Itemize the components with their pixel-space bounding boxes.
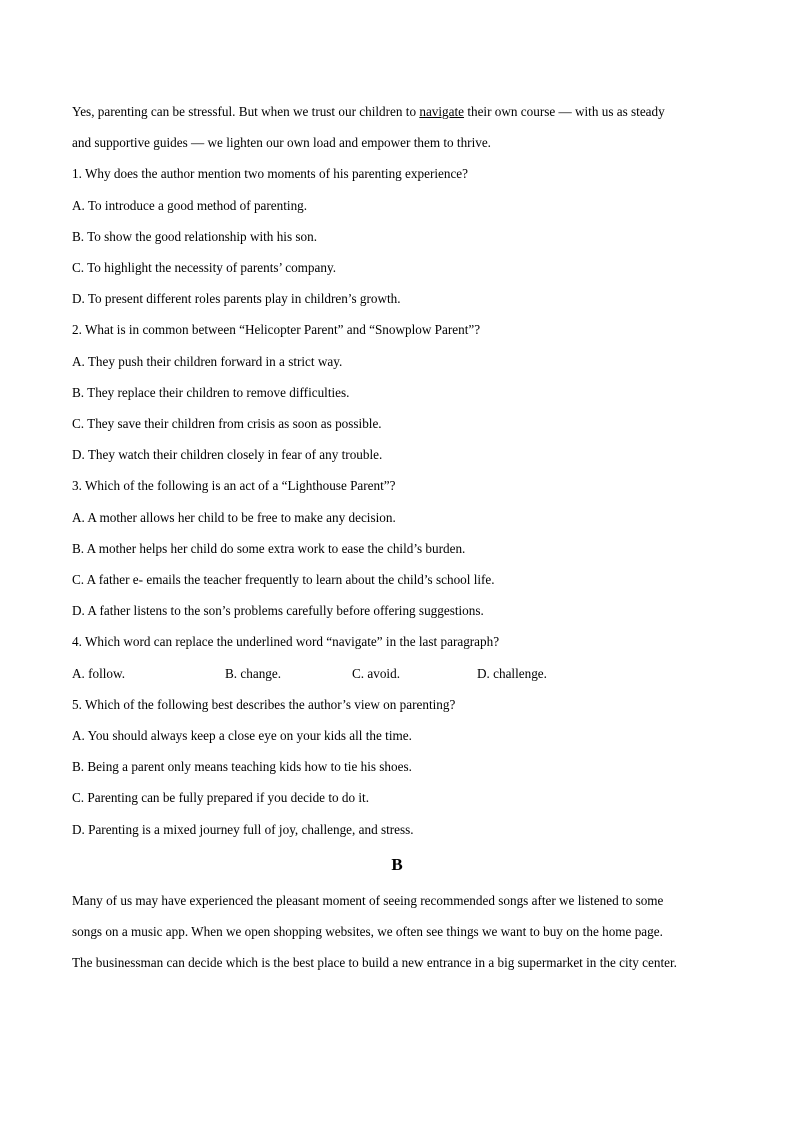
question-1-option-c: C. To highlight the necessity of parents’ company.	[72, 260, 336, 276]
question-5-option-d: D. Parenting is a mixed journey full of joy, challenge, and stress.	[72, 821, 414, 837]
intro-text: Yes, parenting can be stressful. But when we trust our children to	[72, 104, 420, 119]
question-4-stem: 4. Which word can replace the underlined word “navigate” in the last paragraph?	[72, 634, 500, 650]
question-2-option-a: A. They push their children forward in a strict way.	[72, 353, 343, 369]
question-1-stem: 1. Why does the author mention two moments of his parenting experience?	[72, 166, 469, 182]
question-5-stem: 5. Which of the following best describes the author’s view on parenting?	[72, 696, 456, 712]
question-4-option-c: C. avoid.	[352, 665, 400, 681]
document-page	[72, 96, 722, 978]
question-3-stem: 3. Which of the following is an act of a “Lighthouse Parent”?	[72, 478, 396, 494]
underlined-word-navigate: navigate	[419, 104, 465, 119]
question-1-option-a: A. To introduce a good method of parenting.	[72, 197, 308, 213]
question-5-option-b: B. Being a parent only means teaching kids how to tie his shoes.	[72, 759, 412, 775]
question-3-option-c: C. A father e- emails the teacher frequently to learn about the child’s school life.	[72, 572, 495, 588]
question-2-stem: 2. What is in common between “Helicopter Parent” and “Snowplow Parent”?	[72, 322, 481, 338]
question-4-option-b: B. change.	[225, 665, 282, 681]
intro-line-1	[72, 96, 722, 127]
question-3-option-b: B. A mother helps her child do some extra work to ease the child’s burden.	[72, 540, 466, 556]
question-3-option-a: A. A mother allows her child to be free to make any decision.	[72, 509, 396, 525]
question-5-option-a: A. You should always keep a close eye on your kids all the time.	[72, 728, 412, 744]
intro-text: their own course — with us as steady	[464, 104, 665, 119]
question-4-options	[72, 658, 722, 689]
question-3-option-d: D. A father listens to the son’s problems carefully before offering suggestions.	[72, 603, 484, 619]
question-2-option-c: C. They save their children from crisis as soon as possible.	[72, 416, 382, 432]
question-2-option-b: B. They replace their children to remove difficulties.	[72, 384, 350, 400]
question-1-option-d: D. To present different roles parents play in children’s growth.	[72, 291, 401, 307]
section-b-line-2: songs on a music app. When we open shopping websites, we often see things we want to buy on the home page.	[72, 924, 663, 940]
question-4-option-a: A. follow.	[72, 665, 125, 681]
question-2-option-d: D. They watch their children closely in fear of any trouble.	[72, 447, 383, 463]
question-1-option-b: B. To show the good relationship with his son.	[72, 228, 317, 244]
question-4-option-d: D. challenge.	[477, 665, 547, 681]
intro-line-2: and supportive guides — we lighten our own load and empower them to thrive.	[72, 135, 491, 151]
section-b-heading: B	[391, 854, 403, 874]
section-b-line-1: Many of us may have experienced the pleasant moment of seeing recommended songs after we listened to some	[72, 892, 664, 908]
section-b-line-3: The businessman can decide which is the best place to build a new entrance in a big supermarket in the city center.	[72, 955, 677, 971]
question-5-option-c: C. Parenting can be fully prepared if you decide to do it.	[72, 790, 369, 806]
